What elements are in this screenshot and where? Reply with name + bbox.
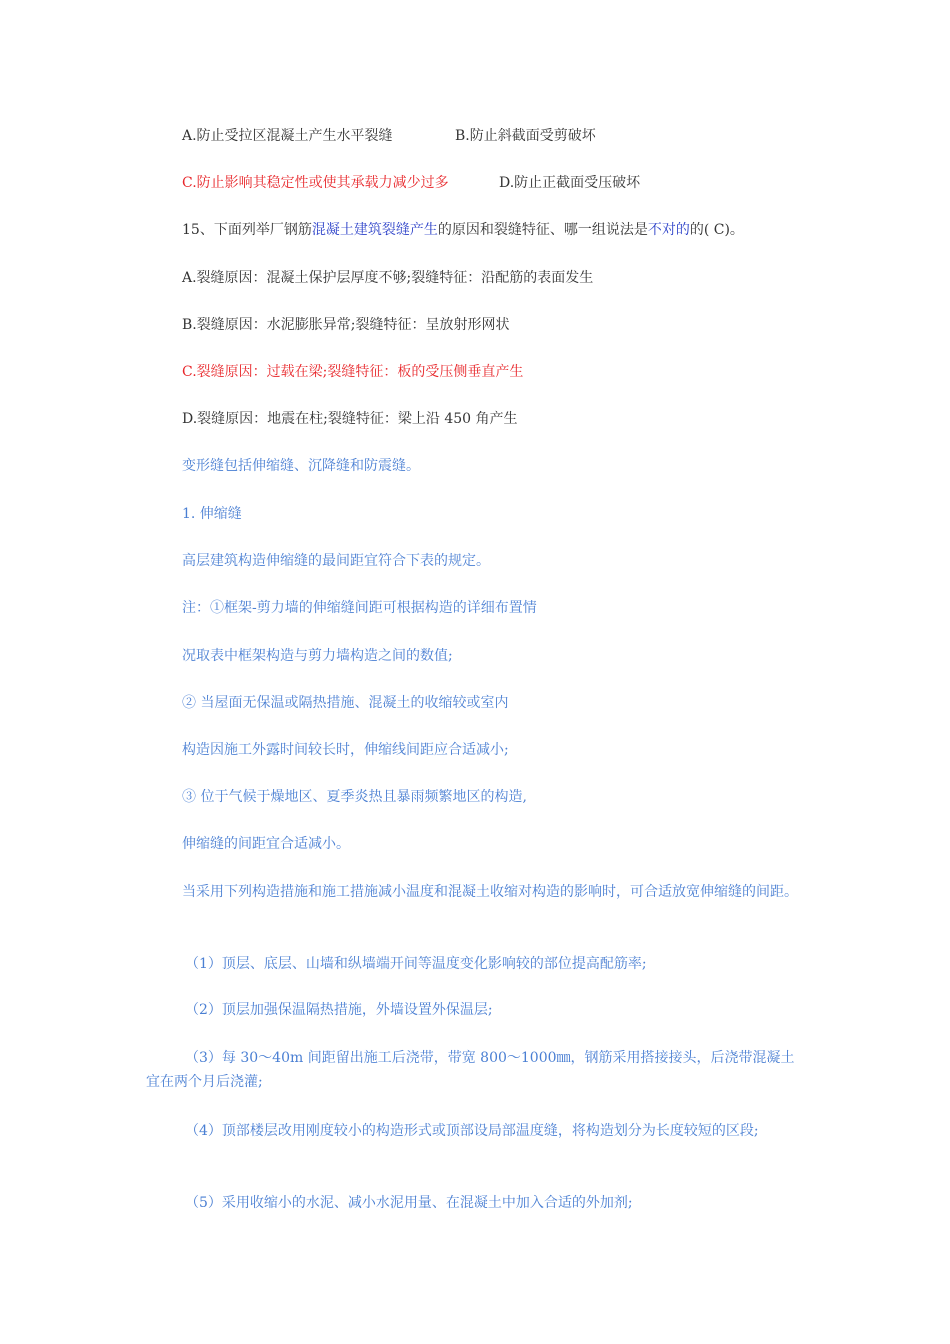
q15-stem-part-3: 的( C)。 xyxy=(689,222,744,238)
q15-option-b: B.裂缝原因：水泥膨胀异常;裂缝特征：呈放射形网状 xyxy=(182,317,510,333)
q15-option-d: D.裂缝原因：地震在柱;裂缝特征：梁上沿 450 角产生 xyxy=(182,411,518,427)
note-1-line-1: 注：①框架-剪力墙的伸缩缝间距可根据构造的详细布置情 xyxy=(182,600,537,616)
measure-2: （2）顶层加强保温隔热措施，外墙设置外保温层; xyxy=(185,1002,493,1018)
q15-option-a: A.裂缝原因：混凝土保护层厚度不够;裂缝特征：沿配筋的表面发生 xyxy=(182,270,594,286)
q15-keyword-link[interactable]: 混凝土建筑裂缝产生 xyxy=(311,222,438,238)
q15-negation-link[interactable]: 不对的 xyxy=(647,222,690,238)
notes-heading: 1. 伸缩缝 xyxy=(182,506,242,522)
q14-option-b: B.防止斜截面受剪破坏 xyxy=(455,128,596,144)
q14-option-a: A.防止受拉区混凝土产生水平裂缝 xyxy=(182,128,393,144)
q15-stem-part-1: 15、下面列举厂钢筋 xyxy=(182,222,312,238)
note-1-line-2: 况取表中框架构造与剪力墙构造之间的数值; xyxy=(182,648,453,664)
q14-option-c: C.防止影响其稳定性或使其承载力减少过多 xyxy=(182,175,449,191)
note-3-line-1: ③ 位于气候于燥地区、夏季炎热且暴雨频繁地区的构造, xyxy=(182,789,527,805)
measure-5: （5）采用收缩小的水泥、减小水泥用量、在混凝土中加入合适的外加剂; xyxy=(185,1195,633,1211)
q15-stem xyxy=(182,219,744,241)
q14-option-d: D.防止正截面受压破坏 xyxy=(499,175,641,191)
measure-1: （1）顶层、底层、山墙和纵墙端开间等温度变化影响较的部位提高配筋率; xyxy=(185,956,647,972)
note-2-line-1: ② 当屋面无保温或隔热措施、混凝土的收缩较或室内 xyxy=(182,695,509,711)
measures-lead: 当采用下列构造措施和施工措施减小温度和混凝土收缩对构造的影响时，可合适放宽伸缩缝的间距。 xyxy=(182,884,798,900)
measure-3: （3）每 30～40m 间距留出施工后浇带，带宽 800～1000㎜，钢筋采用搭接接头，后浇带混凝土宜在两个月后浇灌; xyxy=(146,1050,795,1090)
notes-rule: 高层建筑构造伸缩缝的最间距宜符合下表的规定。 xyxy=(182,553,490,569)
note-2-line-2: 构造因施工外露时间较长时，伸缩线间距应合适减小; xyxy=(182,742,509,758)
q15-stem-part-2: 的原因和裂缝特征、哪一组说法是 xyxy=(437,222,648,238)
notes-intro: 变形缝包括伸缩缝、沉降缝和防震缝。 xyxy=(182,458,420,474)
measure-4: （4）顶部楼层改用刚度较小的构造形式或顶部设局部温度缝，将构造划分为长度较短的区段; xyxy=(185,1123,759,1139)
q15-option-c: C.裂缝原因：过载在梁;裂缝特征：板的受压侧垂直产生 xyxy=(182,364,524,380)
note-3-line-2: 伸缩缝的间距宜合适减小。 xyxy=(182,836,350,852)
